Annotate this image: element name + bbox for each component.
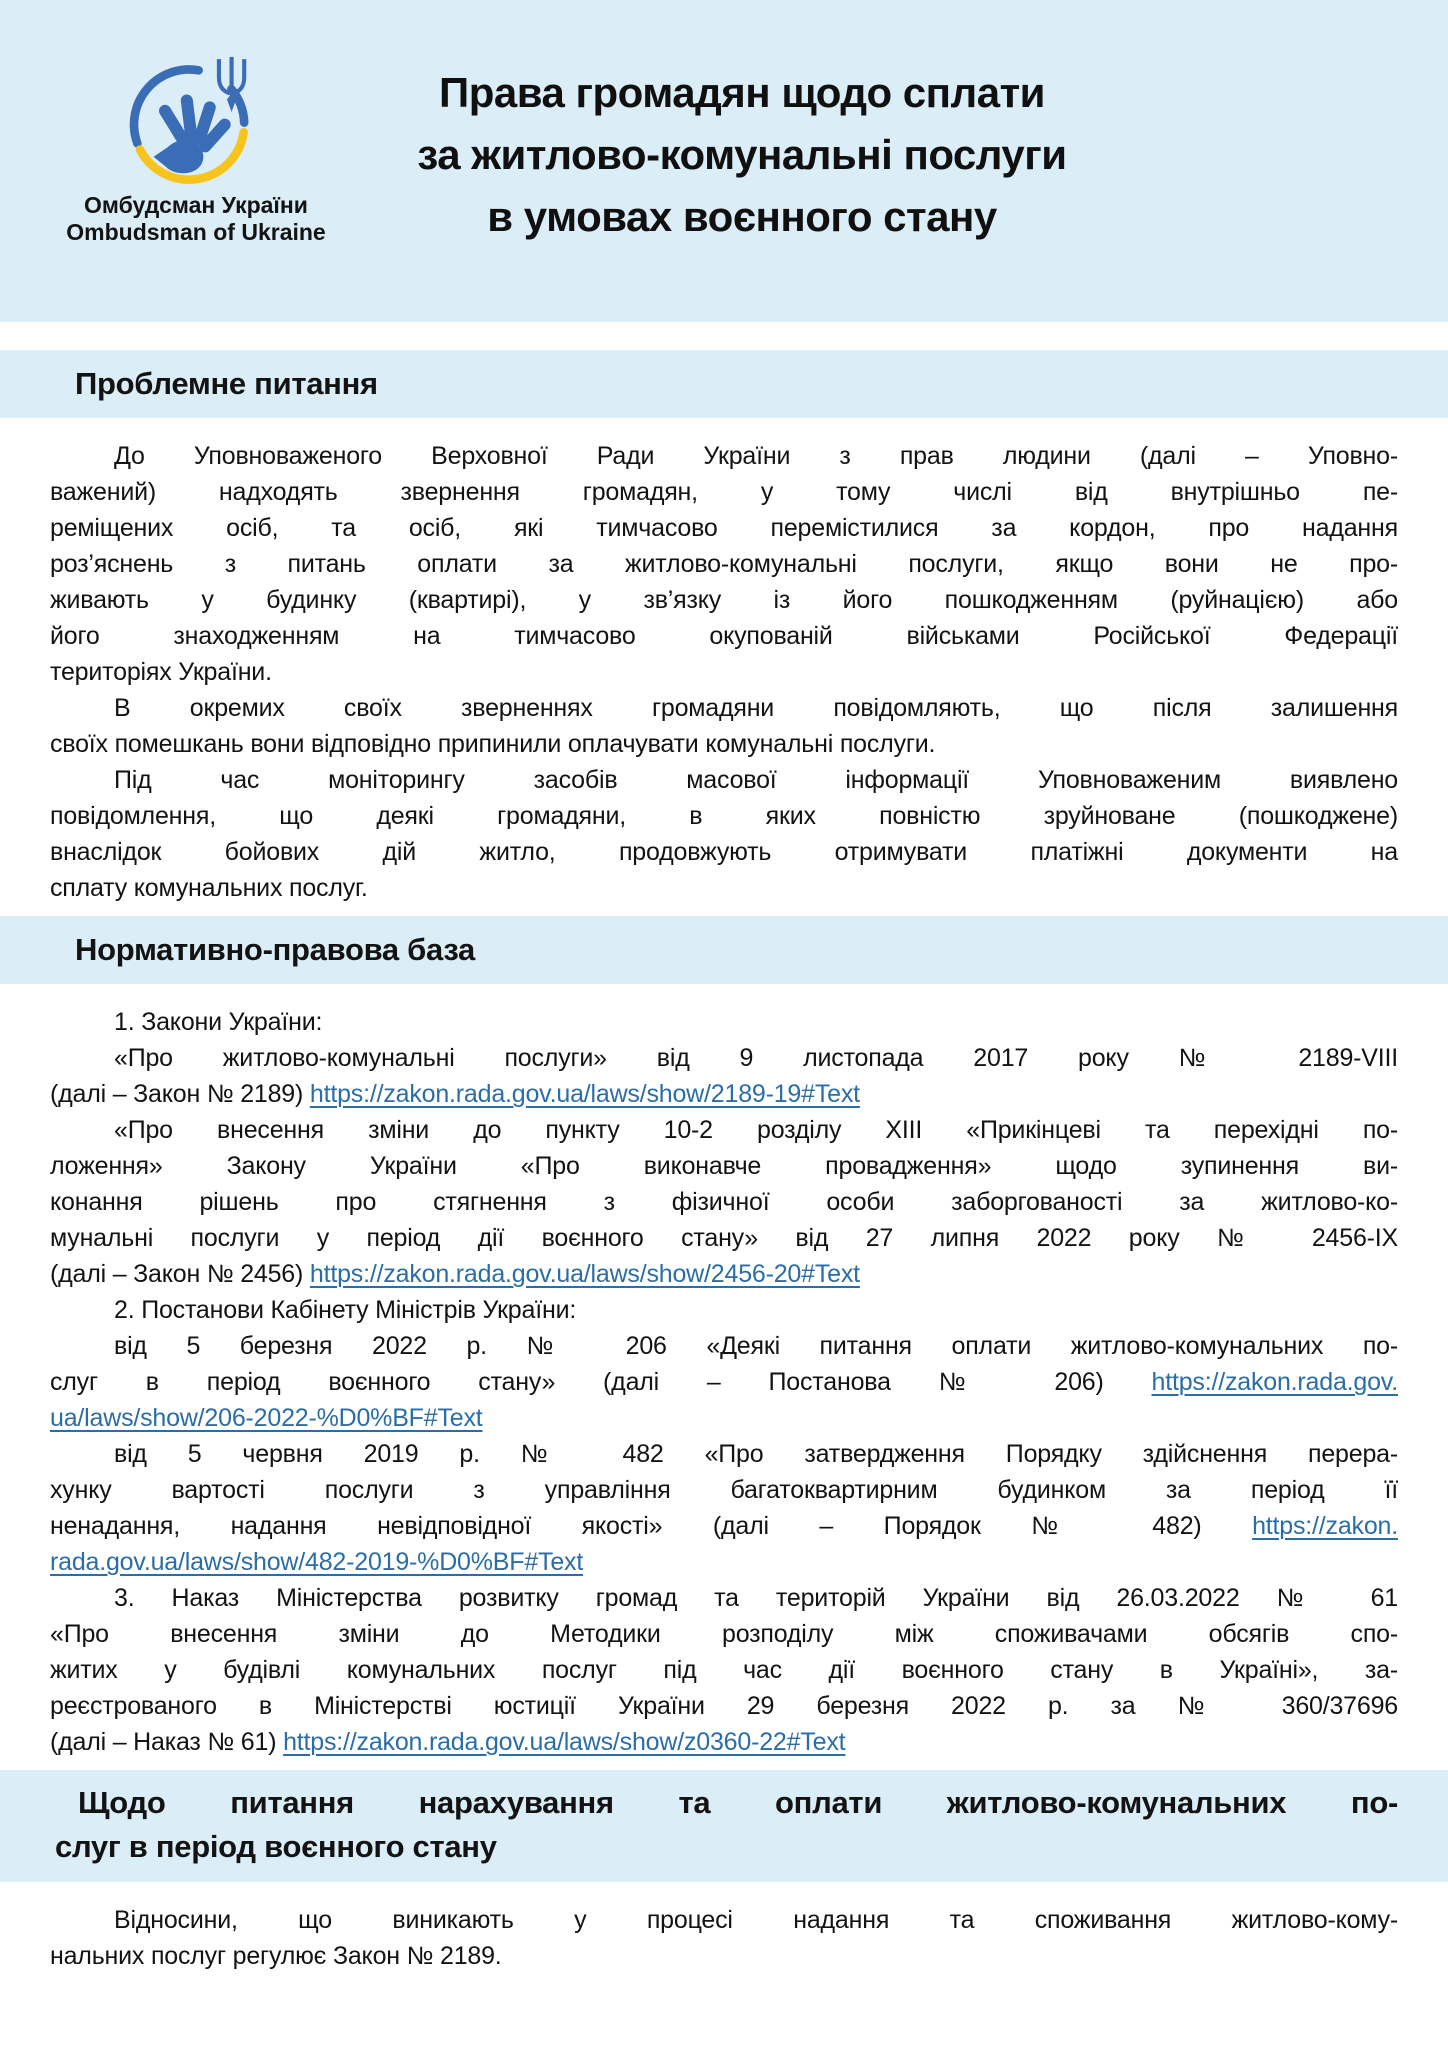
text-line (50, 798, 1398, 834)
text-segment: від 5 березня 2022 р. № 206 «Деякі питання оплати житлово-комунальних по- (114, 1332, 1398, 1360)
text-line (50, 1004, 1398, 1040)
law-link[interactable]: https://zakon. (1252, 1512, 1398, 1540)
text-line (50, 1400, 1398, 1436)
paragraph (50, 1436, 1398, 1580)
page-title-line: Права громадян щодо сплати (439, 69, 1045, 116)
paragraph (50, 1004, 1398, 1040)
text-segment: живають у будинку (квартирі), у зв’язку із його пошкодженням (руйнацією) або (50, 586, 1398, 614)
text-line (50, 1256, 1398, 1292)
section-header-accrual-and-payment (0, 1770, 1448, 1882)
ombudsman-logo-icon (120, 50, 272, 190)
law-link[interactable]: https://zakon.rada.gov.ua/laws/show/2189-19#Text (309, 1080, 860, 1108)
text-line (50, 1652, 1398, 1688)
text-segment: важений) надходять звернення громадян, у тому числі від внутрішньо пе- (50, 478, 1398, 506)
section-heading: Щодо питання нарахування та оплати житлово-комунальних по- (78, 1785, 1398, 1820)
text-line (50, 1112, 1398, 1148)
page-title-line: в умовах воєнного стану (487, 193, 997, 240)
law-link[interactable]: https://zakon.rada.gov. (1151, 1368, 1398, 1396)
text-line (50, 1076, 1398, 1112)
text-line (50, 1184, 1398, 1220)
text-segment: (далі – Закон № 2189) (50, 1080, 310, 1108)
text-line (50, 1938, 1398, 1974)
text-segment: слуг в період воєнного стану» (далі – Постанова № 206) (50, 1368, 1152, 1396)
text-segment: «Про внесення зміни до пункту 10-2 розділу XIII «Прикінцеві та перехідні по- (114, 1116, 1398, 1144)
paragraph (50, 762, 1398, 906)
text-segment: мунальні послуги у період дії воєнного стану» від 27 липня 2022 року № 2456-IX (50, 1224, 1398, 1252)
logo-title-ukrainian: Омбудсман України (84, 192, 308, 218)
section-header-problem-question (0, 350, 1448, 418)
header-banner (0, 0, 1448, 322)
text-line (50, 654, 1398, 690)
text-line (50, 1688, 1398, 1724)
section-body-problem-question (0, 418, 1448, 916)
text-segment: реміщених осіб, та осіб, які тимчасово перемістилися за кордон, про надання (50, 514, 1398, 542)
text-segment: внаслідок бойових дій житло, продовжують отримувати платіжні документи на (50, 838, 1398, 866)
text-segment: територіях України. (50, 658, 272, 686)
text-segment: 1. Закони України: (114, 1008, 323, 1036)
text-segment: своїх помешкань вони відповідно припинили оплачувати комунальні послуги. (50, 730, 936, 758)
hand-icon (165, 100, 225, 146)
text-line (50, 1508, 1398, 1544)
text-line (50, 1328, 1398, 1364)
text-segment: ложення» Закону України «Про виконавче провадження» щодо зупинення ви- (50, 1152, 1398, 1180)
text-line (50, 438, 1398, 474)
text-line (50, 546, 1398, 582)
text-line (50, 1148, 1398, 1184)
paragraph (50, 1292, 1398, 1328)
text-line (50, 1040, 1398, 1076)
paragraph (50, 690, 1398, 762)
text-line (50, 618, 1398, 654)
text-segment: 2. Постанови Кабінету Міністрів України: (114, 1296, 577, 1324)
text-line (50, 834, 1398, 870)
text-segment: хунку вартості послуги з управління багатоквартирним будинком за період її (50, 1476, 1398, 1504)
section-body-accrual-and-payment (0, 1882, 1448, 1984)
text-segment: сплату комунальних послуг. (50, 874, 368, 902)
text-segment: Відносини, що виникають у процесі надання та споживання житлово-кому- (114, 1906, 1398, 1934)
ombudsman-logo (46, 0, 346, 245)
text-segment: його знаходженням на тимчасово окупованій військами Російської Федерації (50, 622, 1398, 650)
text-line (50, 1472, 1398, 1508)
text-line (50, 1292, 1398, 1328)
trident-icon (219, 57, 244, 94)
section-header-legal-framework (0, 916, 1448, 984)
page-title-line: за житлово-комунальні послуги (417, 131, 1067, 178)
paragraph (50, 1902, 1398, 1974)
section-body-legal-framework (0, 984, 1448, 1770)
text-segment: (далі – Наказ № 61) (50, 1728, 284, 1756)
text-line (50, 1544, 1398, 1580)
text-segment: конання рішень про стягнення з фізичної особи заборгованості за житлово-ко- (50, 1188, 1398, 1216)
section-heading: Нормативно-правова база (75, 932, 475, 967)
text-segment: ненадання, надання невідповідної якості» (далі – Порядок № 482) (50, 1512, 1253, 1540)
text-line (50, 1364, 1398, 1400)
text-segment: 3. Наказ Міністерства розвитку громад та територій України від 26.03.2022 № 61 (114, 1584, 1398, 1612)
text-segment: До Уповноваженого Верховної Ради України з прав людини (далі – Уповно- (114, 442, 1398, 470)
law-link[interactable]: https://zakon.rada.gov.ua/laws/show/2456-20#Text (309, 1260, 860, 1288)
section-heading: Проблемне питання (75, 366, 378, 401)
text-line (50, 1724, 1398, 1760)
paragraph (50, 1580, 1398, 1760)
text-line (50, 1616, 1398, 1652)
text-segment: від 5 червня 2019 р. № 482 «Про затвердження Порядку здійснення перера- (114, 1440, 1398, 1468)
text-line (50, 762, 1398, 798)
text-segment: (далі – Закон № 2456) (50, 1260, 310, 1288)
text-line (50, 870, 1398, 906)
text-line (50, 1220, 1398, 1256)
text-segment: Під час моніторингу засобів масової інформації Уповноваженим виявлено (114, 766, 1398, 794)
text-segment: повідомлення, що деякі громадяни, в яких повністю зруйноване (пошкоджене) (50, 802, 1398, 830)
text-segment: «Про внесення зміни до Методики розподілу між споживачами обсягів спо- (50, 1620, 1398, 1648)
paragraph (50, 1328, 1398, 1436)
text-line (50, 726, 1398, 762)
text-segment: В окремих своїх зверненнях громадяни повідомляють, що після залишення (114, 694, 1398, 722)
paragraph (50, 1112, 1398, 1292)
law-link[interactable]: rada.gov.ua/laws/show/482-2019-%D0%BF#Text (50, 1548, 584, 1576)
logo-title-english: Ombudsman of Ukraine (66, 218, 326, 245)
text-segment: «Про житлово-комунальні послуги» від 9 листопада 2017 року № 2189-VIII (114, 1044, 1398, 1072)
text-segment: нальних послуг регулює Закон № 2189. (50, 1942, 502, 1970)
text-line (50, 474, 1398, 510)
text-line (50, 1902, 1398, 1938)
text-line (50, 582, 1398, 618)
text-segment: житих у будівлі комунальних послуг під час дії воєнного стану в Україні», за- (50, 1656, 1398, 1684)
text-line (50, 1580, 1398, 1616)
document-body (0, 350, 1448, 1984)
paragraph (50, 438, 1398, 690)
text-line (50, 690, 1398, 726)
text-line (50, 510, 1398, 546)
section-heading: слуг в період воєнного стану (55, 1829, 497, 1864)
law-link[interactable]: ua/laws/show/206-2022-%D0%BF#Text (50, 1404, 483, 1432)
law-link[interactable]: https://zakon.rada.gov.ua/laws/show/z0360-22#Text (283, 1728, 846, 1756)
text-line (50, 1436, 1398, 1472)
page-title (362, 62, 1122, 248)
paragraph (50, 1040, 1398, 1112)
text-segment: реєстрованого в Міністерстві юстиції України 29 березня 2022 р. за № 360/37696 (50, 1692, 1398, 1720)
text-segment: роз’яснень з питань оплати за житлово-комунальні послуги, якщо вони не про- (50, 550, 1398, 578)
